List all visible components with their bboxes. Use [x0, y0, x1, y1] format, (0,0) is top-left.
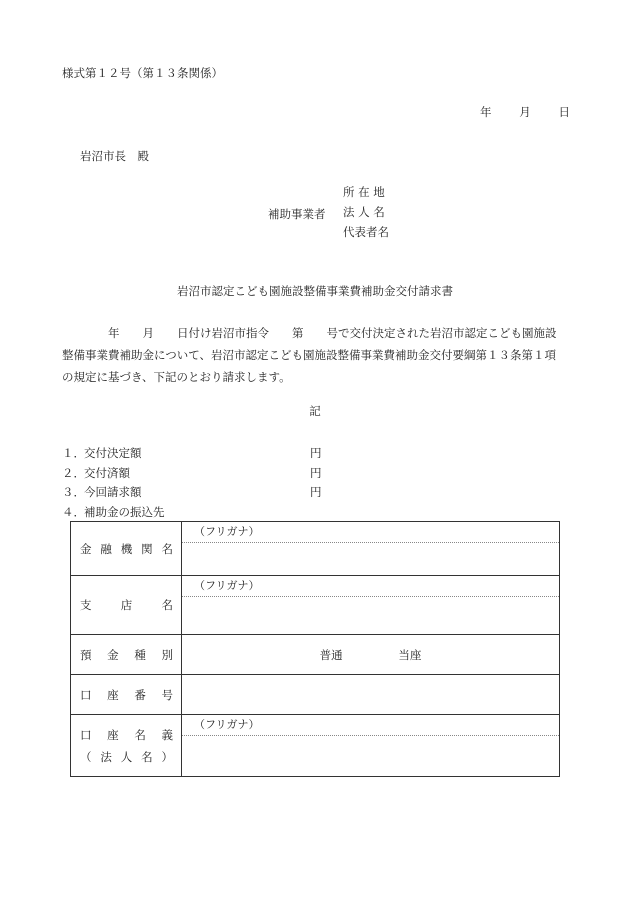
furigana-label: （フリガナ） — [182, 522, 559, 543]
item-unit: 円 — [310, 485, 322, 499]
label-char: 号 — [161, 687, 173, 702]
item-label: 補助金の振込先 — [84, 504, 165, 519]
item-number: ３． — [62, 485, 85, 499]
label-char: 名 — [141, 749, 153, 764]
label-char: 金 — [80, 541, 92, 556]
row-financial-institution — [71, 522, 560, 576]
branch-label — [71, 576, 182, 635]
deposit-type-ordinary[interactable]: 普通 — [319, 647, 343, 662]
deposit-type-cell — [182, 635, 560, 675]
label-char: 名 — [161, 541, 173, 556]
label-char: 義 — [161, 727, 173, 742]
label-char: 口 — [80, 727, 92, 742]
label-char: ） — [161, 749, 173, 764]
date-month: 月 — [519, 105, 531, 119]
account-holder-cell[interactable] — [182, 715, 560, 777]
bank-account-table — [70, 521, 560, 777]
date-day: 日 — [558, 105, 570, 119]
item-number: ２． — [62, 465, 85, 480]
financial-institution-cell[interactable] — [182, 522, 560, 576]
label-char: 店 — [120, 598, 133, 612]
body-line-3: の規定に基づき、下記のとおり請求します。 — [62, 370, 291, 384]
date-year: 年 — [480, 105, 492, 119]
account-number-input[interactable] — [182, 675, 560, 715]
label-char: 名 — [161, 598, 173, 612]
item-label: 交付決定額 — [84, 446, 142, 460]
document-title: 岩沼市認定こども園施設整備事業費補助金交付請求書 — [177, 284, 453, 298]
label-char: 座 — [107, 687, 119, 702]
applicant-address-label: 所 在 地 — [343, 185, 385, 199]
label-char: 融 — [100, 541, 112, 556]
financial-institution-label — [71, 522, 182, 576]
deposit-type-current[interactable]: 当座 — [398, 647, 422, 662]
row-account-holder — [71, 715, 560, 777]
branch-input[interactable] — [182, 597, 559, 629]
label-char: 別 — [161, 647, 173, 662]
applicant-corporation-label: 法 人 名 — [343, 205, 385, 219]
item-approved-amount — [62, 448, 322, 468]
ki-heading: 記 — [309, 404, 321, 418]
addressee: 岩沼市長 殿 — [80, 149, 149, 163]
branch-cell[interactable] — [182, 576, 560, 635]
label-char: 金 — [107, 647, 119, 662]
label-char: 人 — [120, 749, 133, 764]
item-label: 交付済額 — [84, 465, 130, 480]
account-holder-label — [71, 715, 182, 777]
furigana-label: （フリガナ） — [182, 576, 559, 597]
label-char: 座 — [107, 727, 119, 742]
item-number: １． — [62, 446, 85, 460]
item-label: 今回請求額 — [84, 485, 142, 499]
body-line-2: 整備事業費補助金について、岩沼市認定こども園施設整備事業費補助金交付要綱第１３条第１項 — [62, 348, 557, 362]
date-line — [480, 107, 570, 119]
row-branch — [71, 576, 560, 635]
item-unit: 円 — [310, 446, 322, 460]
label-char: 番 — [134, 687, 146, 702]
item-request-amount — [62, 487, 322, 507]
account-number-label — [71, 675, 182, 715]
row-deposit-type — [71, 635, 560, 675]
label-char: 支 — [80, 598, 92, 612]
label-char: 名 — [134, 727, 146, 742]
applicant-representative-label: 代表者名 — [343, 225, 389, 239]
account-holder-input[interactable] — [182, 736, 559, 768]
furigana-label: （フリガナ） — [182, 715, 559, 736]
item-unit: 円 — [310, 465, 322, 480]
label-char: 関 — [141, 541, 153, 556]
item-list — [62, 448, 322, 526]
form-number: 様式第１２号（第１３条関係） — [62, 66, 223, 80]
label-char: （ — [80, 749, 92, 764]
financial-institution-input[interactable] — [182, 543, 559, 575]
label-char: 口 — [80, 687, 92, 702]
item-number: ４． — [62, 504, 85, 519]
label-char: 種 — [134, 647, 146, 662]
row-account-number — [71, 675, 560, 715]
applicant-fields — [343, 187, 389, 247]
body-text — [62, 322, 576, 388]
label-char: 機 — [120, 541, 133, 556]
label-char: 法 — [100, 749, 112, 764]
body-line-1: 年 月 日付け岩沼市指令 第 号で交付決定された岩沼市認定こども園施設 — [108, 326, 557, 340]
deposit-type-label — [71, 635, 182, 675]
applicant-label: 補助事業者 — [268, 207, 326, 221]
label-char: 預 — [80, 647, 92, 662]
